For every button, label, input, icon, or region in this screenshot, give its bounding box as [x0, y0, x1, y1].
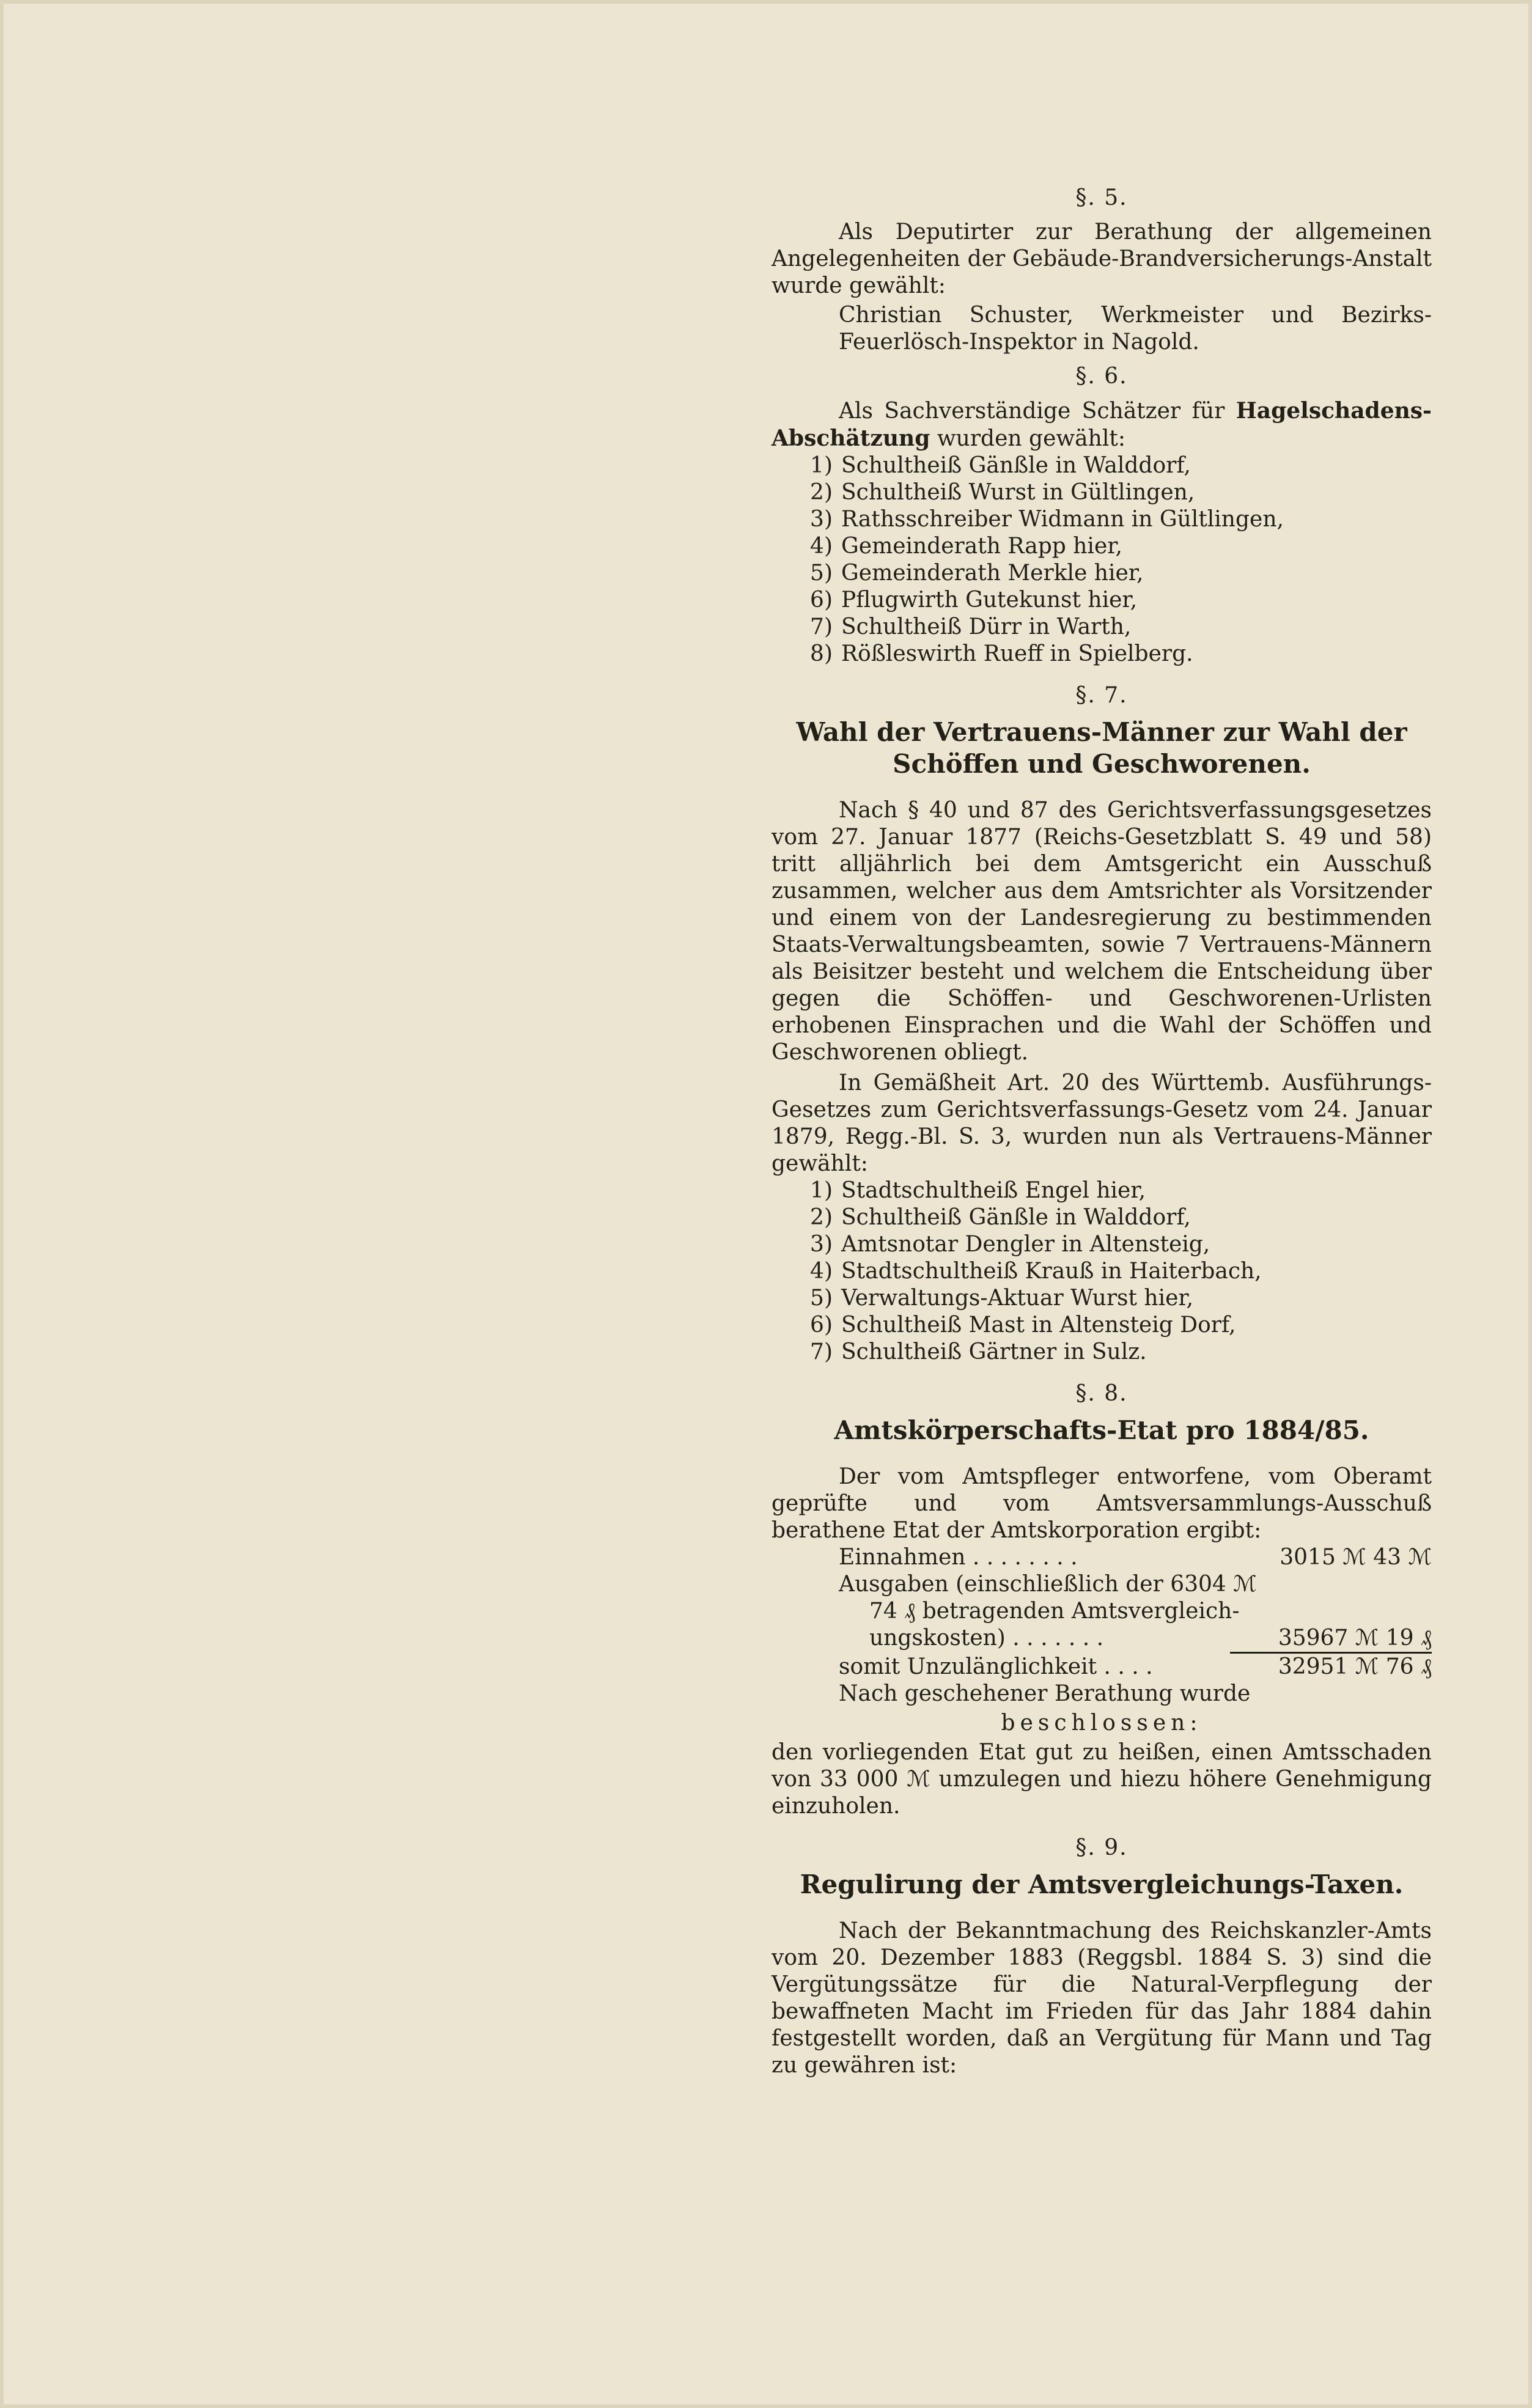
list-item [772, 506, 1432, 533]
section-9-number: §. 9. [1075, 1835, 1128, 1860]
item-number: 4) [810, 1259, 833, 1284]
after-deliberation: Nach geschehener Berathung wurde [839, 1681, 1251, 1706]
section-6-bold-term: Hagelschadens-Abschätzung [772, 398, 1432, 451]
list-item [772, 452, 1432, 479]
list-item [772, 614, 1432, 641]
item-number: 3) [810, 507, 833, 532]
list-item [772, 1204, 1432, 1231]
section-9-para: Nach der Bekanntmachung des Reichskanzler-Amts vom 20. Dezember 1883 (Reggsbl. 1884 S. 3) sind die Vergütungssätze für die Natural-Verpflegung der bewaffneten Macht im Frieden für das Jahr 1884 dahin festgestellt worden, daß an Vergütung für Mann und Tag zu gewähren ist: [772, 1918, 1432, 2078]
section-8-heading: Amtskörperschafts-Etat pro 1884/85. [834, 1415, 1369, 1445]
item-text: Gemeinderath Rapp hier, [841, 534, 1122, 559]
list-item [772, 1285, 1432, 1312]
item-text: Stadtschultheiß Engel hier, [841, 1178, 1146, 1203]
section-7-heading: Wahl der Vertrauens-Männer zur Wahl der Schöffen und Geschworenen. [796, 717, 1407, 779]
income-row [839, 1544, 1432, 1571]
list-item [772, 1312, 1432, 1339]
item-text: Amtsnotar Dengler in Altensteig, [841, 1232, 1210, 1257]
expenses-value: 35967 ℳ 19 ₰ [1230, 1625, 1432, 1654]
item-number: 2) [810, 1205, 833, 1230]
item-text: Rößleswirth Rueff in Spielberg. [841, 641, 1193, 666]
deficit-label: somit Unzulänglichkeit . . . . [839, 1654, 1153, 1679]
item-text: Schultheiß Gänßle in Walddorf, [841, 1205, 1191, 1230]
section-5-person: Christian Schuster, Werkmeister und Bezirks-Feuerlösch-Inspektor in Nagold. [839, 303, 1432, 355]
list-item [772, 1339, 1432, 1366]
resolved-label: beschlossen: [1001, 1710, 1202, 1736]
section-7-para-1: Nach § 40 und 87 des Gerichtsverfassungsgesetzes vom 27. Januar 1877 (Reichs-Gesetzblatt S. 49 und 58) tritt alljährlich bei dem Amtsgericht ein Ausschuß zusammen, welcher aus dem Amtsrichter als Vorsitzender und einem von der Landesregierung zu bestimmenden Staats-Verwaltungsbeamten, sowie 7 Vertrauens-Männern als Beisitzer besteht und welchem die Entscheidung über gegen die Schöffen- und Geschworenen-Urlisten erhobenen Einsprachen und die Wahl der Schöffen und Geschworenen obliegt. [772, 798, 1432, 1065]
item-number: 1) [810, 1178, 833, 1203]
item-number: 6) [810, 1313, 833, 1338]
item-text: Schultheiß Dürr in Warth, [841, 614, 1132, 639]
item-number: 7) [810, 1339, 833, 1364]
item-text: Schultheiß Gärtner in Sulz. [841, 1339, 1147, 1364]
deficit-value: 32951 ℳ 76 ₰ [1278, 1654, 1432, 1679]
section-5-number: §. 5. [1075, 185, 1128, 210]
item-number: 6) [810, 587, 833, 613]
list-item [772, 1231, 1432, 1258]
item-number: 3) [810, 1232, 833, 1257]
item-text: Schultheiß Mast in Altensteig Dorf, [841, 1313, 1236, 1338]
section-7-para-2: In Gemäßheit Art. 20 des Württemb. Ausführungs-Gesetzes zum Gerichtsverfassungs-Gesetz vom 24. Januar 1879, Regg.-Bl. S. 3, wurden nun als Vertrauens-Männer gewählt: [772, 1070, 1432, 1176]
list-item [772, 641, 1432, 668]
item-number: 1) [810, 453, 833, 478]
resolution-text: den vorliegenden Etat gut zu heißen, einen Amtsschaden von 33 000 ℳ umzulegen und hiezu höhere Genehmigung einzuholen. [772, 1740, 1432, 1819]
expenses-row [869, 1625, 1432, 1654]
item-number: 2) [810, 480, 833, 505]
section-6-list [772, 452, 1432, 668]
item-number: 5) [810, 1286, 833, 1311]
list-item [772, 587, 1432, 614]
item-text: Rathsschreiber Widmann in Gültlingen, [841, 507, 1284, 532]
section-9-heading: Regulirung der Amtsvergleichungs-Taxen. [800, 1869, 1404, 1899]
list-item [772, 1258, 1432, 1285]
item-text: Stadtschultheiß Krauß in Haiterbach, [841, 1259, 1262, 1284]
section-6-text-b: wurden gewählt: [930, 426, 1125, 451]
section-8-number: §. 8. [1075, 1381, 1128, 1406]
section-8-para: Der vom Amtspfleger entworfene, vom Oberamt geprüfte und vom Amtsversammlungs-Ausschuß berathene Etat der Amtskorporation ergibt: [772, 1464, 1432, 1543]
item-number: 4) [810, 534, 833, 559]
expenses-line-2: 74 ₰ betragenden Amtsvergleich- [869, 1599, 1240, 1624]
section-5-text: Als Deputirter zur Berathung der allgemeinen Angelegenheiten der Gebäude-Brandversicherungs-Anstalt wurde gewählt: [772, 219, 1432, 298]
item-text: Verwaltungs-Aktuar Wurst hier, [841, 1286, 1194, 1311]
expenses-line-1: Ausgaben (einschließlich der 6304 ℳ [839, 1572, 1257, 1597]
income-label: Einnahmen . . . . . . . . [839, 1545, 1078, 1570]
expenses-label: ungskosten) . . . . . . . [869, 1626, 1104, 1651]
deficit-row [839, 1654, 1432, 1681]
list-item [772, 560, 1432, 587]
list-item [772, 479, 1432, 506]
item-number: 8) [810, 641, 833, 666]
list-item [772, 533, 1432, 560]
item-text: Gemeinderath Merkle hier, [841, 561, 1144, 586]
section-7-number: §. 7. [1075, 683, 1128, 708]
section-6-text-a: Als Sachverständige Schätzer für [839, 399, 1236, 424]
item-text: Pflugwirth Gutekunst hier, [841, 587, 1138, 613]
item-text: Schultheiß Gänßle in Walddorf, [841, 453, 1191, 478]
document-column [772, 177, 1432, 2079]
list-item [772, 1177, 1432, 1204]
item-text: Schultheiß Wurst in Gültlingen, [841, 480, 1195, 505]
section-7-list [772, 1177, 1432, 1366]
section-6-number: §. 6. [1075, 364, 1128, 389]
item-number: 5) [810, 561, 833, 586]
section-6-text [772, 397, 1432, 452]
income-value: 3015 ℳ 43 ℳ [1280, 1545, 1432, 1570]
item-number: 7) [810, 614, 833, 639]
